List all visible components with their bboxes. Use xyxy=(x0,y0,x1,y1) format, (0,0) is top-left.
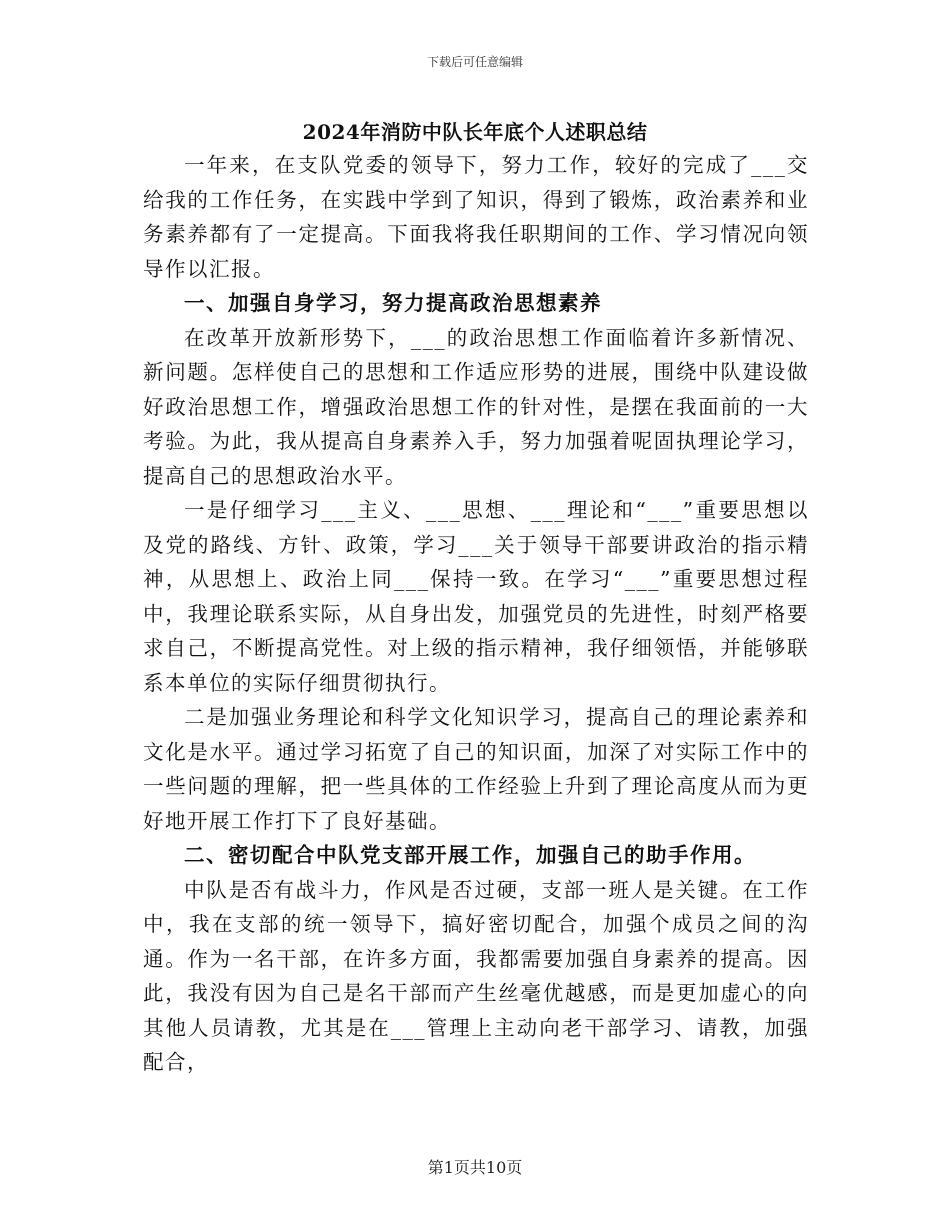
paragraph-section1-point1: 一是仔细学习___主义、___思想、___理论和“___”重要思想以及党的路线、方针、政策，学习___关于领导干部要讲政治的指示精神，从思想上、政治上同___保持一致。在学习“___”重要思想过程中，我理论联系实际，从自身出发，加强党员的先进性，时刻严格要求自己，不断提高党性。对上级的指示精神，我仔细领悟，并能够联系本单位的实际仔细贯彻执行。 xyxy=(143,498,809,695)
paragraph-section1-intro: 在改革开放新形势下，___的政治思想工作面临着许多新情况、新问题。怎样使自己的思想和工作适应形势的进展，围绕中队建设做好政治思想工作，增强政治思想工作的针对性，是摆在我面前的一大考验。为此，我从提高自身素养入手，努力加强着呢固执理论学习，提高自己的思想政治水平。 xyxy=(143,325,809,488)
paragraph-section1-point2: 二是加强业务理论和科学文化知识学习，提高自己的理论素养和文化是水平。通过学习拓宽了自己的知识面，加深了对实际工作中的一些问题的理解，把一些具体的工作经验上升到了理论高度从而为更好地开展工作打下了良好基础。 xyxy=(143,705,809,833)
document-body xyxy=(143,148,809,1080)
section-heading-1: 一、加强自身学习，努力提高政治思想素养 xyxy=(184,291,602,315)
paragraph-intro: 一年来，在支队党委的领导下，努力工作，较好的完成了___交给我的工作任务，在实践中学到了知识，得到了锻炼，政治素养和业务素养都有了一定提高。下面我将我任职期间的工作、学习情况向领导作以汇报。 xyxy=(143,153,809,281)
section-heading-2: 二、密切配合中队党支部开展工作，加强自己的助手作用。 xyxy=(184,843,756,867)
page-header-note: 下载后可任意编辑 xyxy=(426,55,523,69)
document-title: 2024年消防中队长年底个人述职总结 xyxy=(302,120,648,144)
paragraph-section2-body: 中队是否有战斗力，作风是否过硬，支部一班人是关键。在工作中，我在支部的统一领导下，搞好密切配合，加强个成员之间的沟通。作为一名干部，在许多方面，我都需要加强自身素养的提高。因此，我没有因为自己是名干部而产生丝毫优越感，而是更加虚心的向其他人员请教，尤其是在___管理上主动向老干部学习、请教，加强配合， xyxy=(143,877,809,1074)
page-footer-indicator: 第1页共10页 xyxy=(427,1158,523,1177)
